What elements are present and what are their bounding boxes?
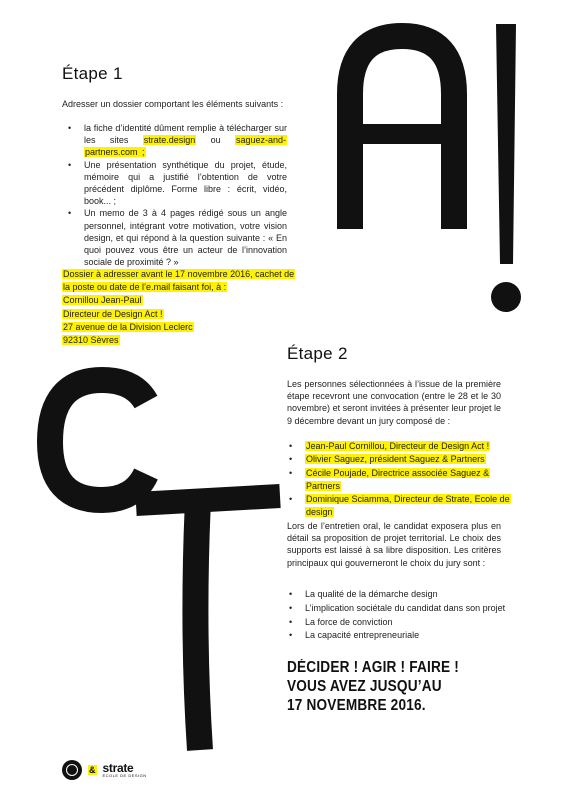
- big-letter-t: [128, 480, 288, 755]
- address-line: 27 avenue de la Division Leclerc: [63, 321, 193, 332]
- cta-line: VOUS AVEZ JUSQU’AU: [287, 678, 442, 695]
- criteria-item: • L’implication sociétale du candidat dans son projet: [283, 602, 523, 616]
- step1-address: [62, 268, 297, 347]
- ampersand: &: [89, 765, 96, 775]
- footer-logos: [62, 760, 147, 780]
- criteria-list: [283, 588, 523, 643]
- step1-intro: Adresser un dossier comportant les éléments suivants :: [62, 99, 284, 109]
- strate-logo-subtitle: ÉCOLE DE DESIGN: [102, 773, 147, 778]
- address-line: Cornillou Jean-Paul: [63, 295, 142, 306]
- strate-logo-name: strate: [102, 761, 134, 775]
- call-to-action: [287, 658, 459, 715]
- jury-item: • Jean-Paul Cornillou, Directeur de Design Act !: [283, 440, 523, 453]
- step1-title: Étape 1: [62, 64, 123, 83]
- saguez-link[interactable]: saguez-and-partners.com: [85, 135, 287, 158]
- big-letter-a: [328, 14, 478, 229]
- step2-intro: Les personnes sélectionnées à l’issue de la première étape recevront une convocation (entre le 28 et le 30 novembre) et seront invitées à présenter leur projet le 9 décembre devant un jury composé de :: [287, 379, 501, 426]
- step2-title: Étape 2: [287, 344, 348, 363]
- criteria-item: • La force de conviction: [283, 616, 523, 630]
- cta-line: 17 NOVEMBRE 2016.: [287, 697, 426, 714]
- step2-interview: Lors de l’entretien oral, le candidat exposera plus en détail sa proposition de projet territorial. Le choix des supports est laissé à sa libre disposition. Les critères principaux qui gouverneront le choix du jury sont :: [287, 521, 501, 568]
- step1-list: [62, 122, 287, 268]
- design-act-logo: [62, 760, 82, 780]
- strate-logo: [103, 762, 147, 778]
- address-line: Dossier à adresser avant le 17 novembre 2016, cachet de: [63, 269, 295, 279]
- cta-line: DÉCIDER ! AGIR ! FAIRE !: [287, 659, 459, 676]
- jury-item: • Cécile Poujade, Directrice associée Saguez & Partners: [283, 467, 523, 494]
- strate-link[interactable]: strate.design: [143, 135, 196, 146]
- criteria-item: • La qualité de la démarche design: [283, 588, 523, 602]
- big-letter-exclamation: [476, 14, 536, 319]
- item-text: ;: [139, 147, 145, 158]
- criteria-item: • La capacité entrepreneuriale: [283, 629, 523, 643]
- address-line: Directeur de Design Act !: [63, 308, 163, 319]
- list-item: • Une présentation synthétique du projet, étude, mémoire qui a justifié l’obtention de votre précédent diplôme. Forme libre : écrit, vidéo, book... ;: [62, 159, 287, 208]
- address-line: la poste ou date de l’e.mail faisant foi, à :: [63, 282, 227, 293]
- jury-list: [283, 440, 523, 520]
- address-line: 92310 Sèvres: [63, 335, 119, 346]
- item-text: la fiche d’identité dûment remplie à télécharger sur les sites: [84, 123, 287, 146]
- jury-item: • Dominique Sciamma, Directeur de Strate, Ecole de design: [283, 493, 523, 520]
- list-item: [62, 122, 287, 159]
- list-item: • Un memo de 3 à 4 pages rédigé sous un angle personnel, intégrant votre motivation, votre vision design, et qui répond à la question suivante : « En quoi pouvez vous être un acteur de l’innovation sociale de proximité ? »: [62, 207, 287, 268]
- item-text: ou: [196, 135, 235, 146]
- jury-item: • Olivier Saguez, président Saguez & Partners: [283, 453, 523, 466]
